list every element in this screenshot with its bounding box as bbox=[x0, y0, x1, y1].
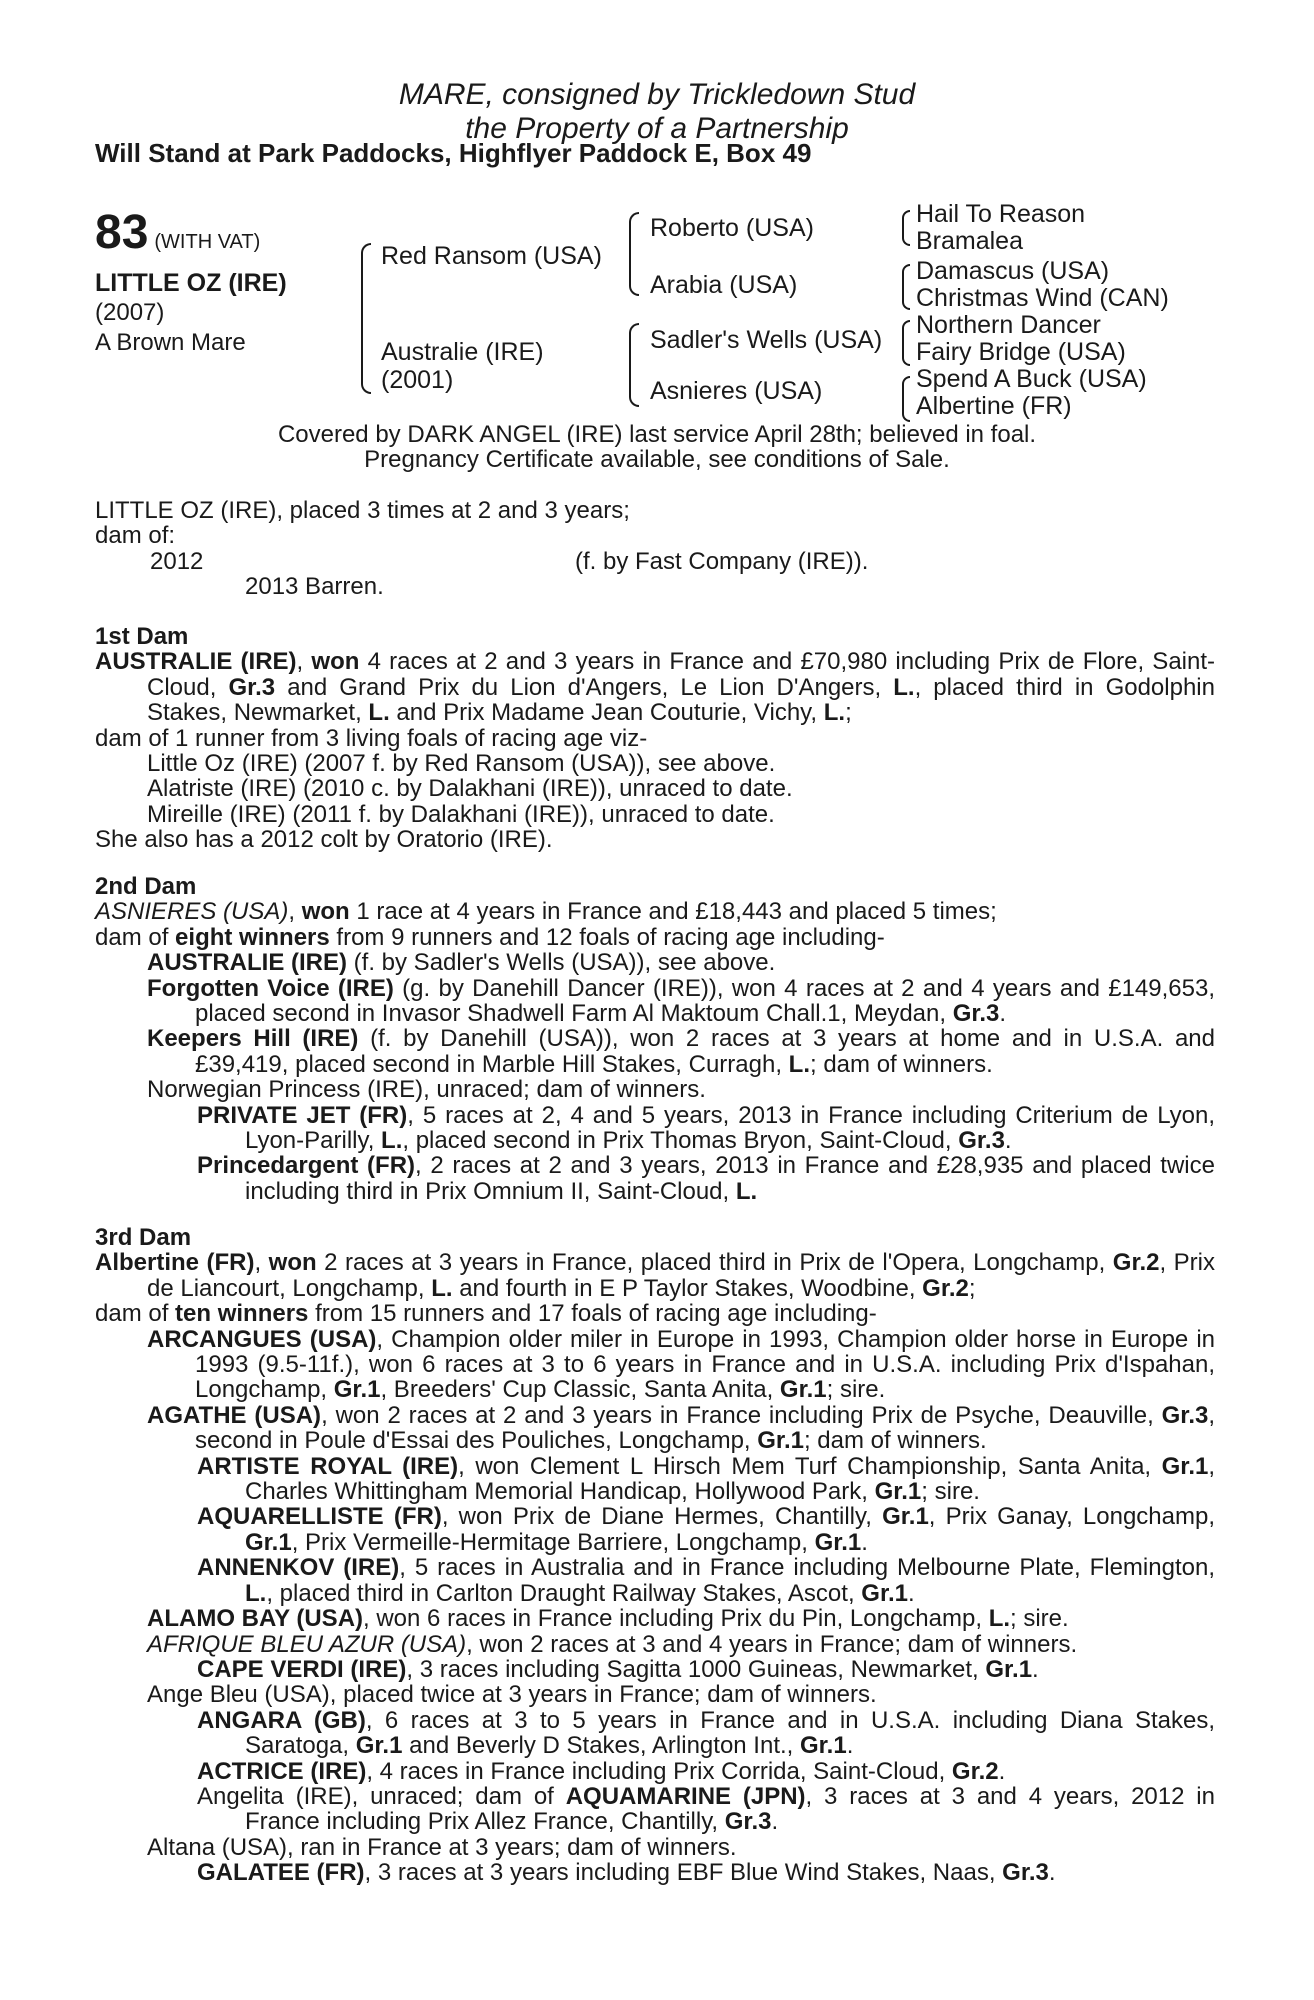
pedigree-ds: Sadler's Wells (USA) bbox=[650, 326, 883, 354]
pedigree-dds: Spend A Buck (USA) bbox=[916, 365, 1147, 393]
runner-item: ACTRICE (IRE), 4 races in France including Prix Corrida, Saint-Cloud, Gr.2. bbox=[197, 1757, 1006, 1785]
runner-item: ANNENKOV (IRE), 5 races in Australia and in France including Melbourne Plate, Flemington, L., placed third in Carlton Draught Railway Stakes, Ascot, Gr.1. bbox=[197, 1554, 1215, 1607]
runner-item: Norwegian Princess (IRE), unraced; dam of winners. bbox=[147, 1076, 706, 1104]
third-dam-heading: 3rd Dam bbox=[95, 1224, 192, 1251]
runner-item: Princedargent (FR), 2 races at 2 and 3 years, 2013 in France and £28,935 and placed twice including third in Prix Omnium II, Saint-Cloud, L. bbox=[197, 1152, 1215, 1205]
consignor-line: MARE, consigned by Trickledown Stud bbox=[398, 78, 916, 111]
runner-item: Keepers Hill (IRE) (f. by Danehill (USA)), won 2 races at 3 years at home and in U.S.A. and £39,419, placed second in Marble Hill Stakes, Curragh, L.; dam of winners. bbox=[147, 1025, 1215, 1078]
pedigree-dam: Australie (IRE) bbox=[381, 338, 544, 366]
pedigree-brace-dd bbox=[902, 376, 910, 422]
pedigree-dd: Asnieres (USA) bbox=[650, 377, 823, 405]
cover-note: Covered by DARK ANGEL (IRE) last service April 28th; believed in foal. bbox=[277, 421, 1037, 448]
runner-item: PRIVATE JET (FR), 5 races at 2, 4 and 5 years, 2013 in France including Criterium de Lyon, Lyon-Parilly, L., placed second in Prix Thomas Bryon, Saint-Cloud, Gr.3. bbox=[197, 1101, 1216, 1155]
runner-item: Altana (USA), ran in France at 3 years; dam of winners. bbox=[147, 1833, 737, 1861]
pedigree-brace-sd bbox=[902, 264, 910, 310]
pedigree-dam-year: (2001) bbox=[381, 366, 454, 394]
foal-item: Little Oz (IRE) (2007 f. by Red Ransom (USA)), see above. bbox=[147, 750, 776, 778]
first-dam-record: AUSTRALIE (IRE), won 4 races at 2 and 3 years in France and £70,980 including Prix de Flore, Saint-Cloud, Gr.3 and Grand Prix du Lion d'Angers, Le Lion D'Angers, L., placed third in Godolphin Stakes, Newmarket, L. and Prix Madame Jean Couturie, Vichy, L.; bbox=[95, 648, 1216, 727]
produce-2013: 2013 Barren. bbox=[245, 572, 384, 600]
first-dam-heading: 1st Dam bbox=[95, 623, 189, 650]
foal-item: Mireille (IRE) (2011 f. by Dalakhani (IRE)), unraced to date. bbox=[147, 800, 775, 828]
horse-info bbox=[95, 268, 287, 358]
second-dam-dam-of: dam of eight winners from 9 runners and 12 foals of racing age including- bbox=[95, 923, 885, 951]
pedigree-sire: Red Ransom (USA) bbox=[381, 242, 602, 270]
horse-description: A Brown Mare bbox=[95, 329, 246, 356]
produce-record bbox=[95, 498, 1215, 599]
foal-item: Alatriste (IRE) (2010 c. by Dalakhani (IRE)), unraced to date. bbox=[147, 775, 793, 803]
lot-number-block bbox=[95, 205, 260, 260]
runner-item: Angelita (IRE), unraced; dam of AQUAMARINE (JPN), 3 races at 3 and 4 years, 2012 in France including Prix Allez France, Chantilly, Gr.3. bbox=[197, 1782, 1215, 1836]
first-dam-dam-of: dam of 1 runner from 3 living foals of racing age viz- bbox=[95, 724, 648, 752]
location-line: Will Stand at Park Paddocks, Highflyer Paddock E, Box 49 bbox=[95, 138, 812, 168]
runner-item: ARCANGUES (USA), Champion older miler in Europe in 1993, Champion older horse in Europe in 1993 (9.5-11f.), won 6 races at 3 to 6 years in France and in U.S.A. including Prix d'Ispahan, Longchamp, Gr.1, Breeders' Cup Classic, Santa Anita, Gr.1; sire. bbox=[147, 1325, 1216, 1404]
runner-item: GALATEE (FR), 3 races at 3 years including EBF Blue Wind Stakes, Naas, Gr.3. bbox=[197, 1859, 1056, 1887]
first-dam-section bbox=[95, 624, 1215, 853]
vat-label: (WITH VAT) bbox=[154, 231, 261, 253]
second-dam-section bbox=[95, 874, 1215, 1204]
produce-2012-year: 2012 bbox=[150, 547, 204, 575]
runner-item: Forgotten Voice (IRE) (g. by Danehill Dancer (IRE)), won 4 races at 2 and 4 years and £149,653, placed second in Invasor Shadwell Farm Al Maktoum Chall.1, Meydan, Gr.3. bbox=[147, 974, 1215, 1028]
pedigree-ssd: Bramalea bbox=[916, 227, 1023, 255]
pregnancy-note: Pregnancy Certificate available, see conditions of Sale. bbox=[364, 446, 950, 473]
runner-item: ARTISTE ROYAL (IRE), won Clement L Hirsch Mem Turf Championship, Santa Anita, Gr.1, Charles Whittingham Memorial Handicap, Hollywood Park, Gr.1; sire. bbox=[197, 1452, 1216, 1506]
second-dam-record: ASNIERES (USA), won 1 race at 4 years in France and £18,443 and placed 5 times; bbox=[95, 898, 997, 926]
pedigree-brace-dam bbox=[629, 323, 639, 407]
runner-item: AFRIQUE BLEU AZUR (USA), won 2 races at 3 and 4 years in France; dam of winners. bbox=[147, 1630, 1078, 1658]
pedigree-sd: Arabia (USA) bbox=[650, 271, 798, 299]
pedigree-sss: Hail To Reason bbox=[916, 200, 1086, 228]
pedigree-ss: Roberto (USA) bbox=[650, 214, 814, 242]
pedigree-sds: Damascus (USA) bbox=[916, 257, 1110, 285]
pedigree-sdd: Christmas Wind (CAN) bbox=[916, 284, 1169, 312]
horse-name: LITTLE OZ (IRE) bbox=[95, 269, 287, 297]
lot-number: 83 bbox=[95, 206, 149, 259]
first-dam-also: She also has a 2012 colt by Oratorio (IRE). bbox=[95, 826, 553, 854]
second-dam-heading: 2nd Dam bbox=[95, 873, 197, 900]
third-dam-dam-of: dam of ten winners from 15 runners and 17 foals of racing age including- bbox=[95, 1300, 877, 1328]
third-dam-section bbox=[95, 1225, 1215, 1886]
third-dam-record: Albertine (FR), won 2 races at 3 years in France, placed third in Prix de l'Opera, Longchamp, Gr.2, Prix de Liancourt, Longchamp, L. and fourth in E P Taylor Stakes, Woodbine, Gr.2; bbox=[95, 1249, 1215, 1302]
pedigree-ddd: Albertine (FR) bbox=[916, 392, 1072, 420]
pedigree-brace-main bbox=[361, 243, 371, 394]
pedigree-brace-ss bbox=[902, 210, 910, 246]
produce-line: LITTLE OZ (IRE), placed 3 times at 2 and 3 years; bbox=[95, 497, 630, 524]
runner-item: AGATHE (USA), won 2 races at 2 and 3 years in France including Prix de Psyche, Deauville, Gr.3, second in Poule d'Essai des Pouliches, Longchamp, Gr.1; dam of winners. bbox=[147, 1401, 1216, 1455]
runner-item: AUSTRALIE (IRE) (f. by Sadler's Wells (USA)), see above. bbox=[147, 949, 776, 977]
produce-2012-text: (f. by Fast Company (IRE)). bbox=[575, 547, 869, 575]
runner-item: ALAMO BAY (USA), won 6 races in France including Prix du Pin, Longchamp, L.; sire. bbox=[147, 1605, 1069, 1633]
pedigree-dsd: Fairy Bridge (USA) bbox=[916, 338, 1126, 366]
pedigree-dss: Northern Dancer bbox=[916, 311, 1101, 339]
runner-item: CAPE VERDI (IRE), 3 races including Sagitta 1000 Guineas, Newmarket, Gr.1. bbox=[197, 1655, 1039, 1683]
runner-item: AQUARELLISTE (FR), won Prix de Diane Hermes, Chantilly, Gr.1, Prix Ganay, Longchamp, Gr.1, Prix Vermeille-Hermitage Barriere, Longchamp, Gr.1. bbox=[197, 1503, 1216, 1556]
horse-year: (2007) bbox=[95, 299, 165, 326]
produce-dam-of: dam of: bbox=[95, 522, 176, 550]
property-line: the Property of a Partnership bbox=[465, 112, 849, 145]
pedigree-brace-sire bbox=[629, 212, 639, 296]
pedigree-brace-ds bbox=[902, 320, 910, 366]
runner-item: Ange Bleu (USA), placed twice at 3 years in France; dam of winners. bbox=[147, 1681, 877, 1709]
runner-item: ANGARA (GB), 6 races at 3 to 5 years in France and in U.S.A. including Diana Stakes, Saratoga, Gr.1 and Beverly D Stakes, Arlington Int., Gr.1. bbox=[197, 1706, 1215, 1760]
